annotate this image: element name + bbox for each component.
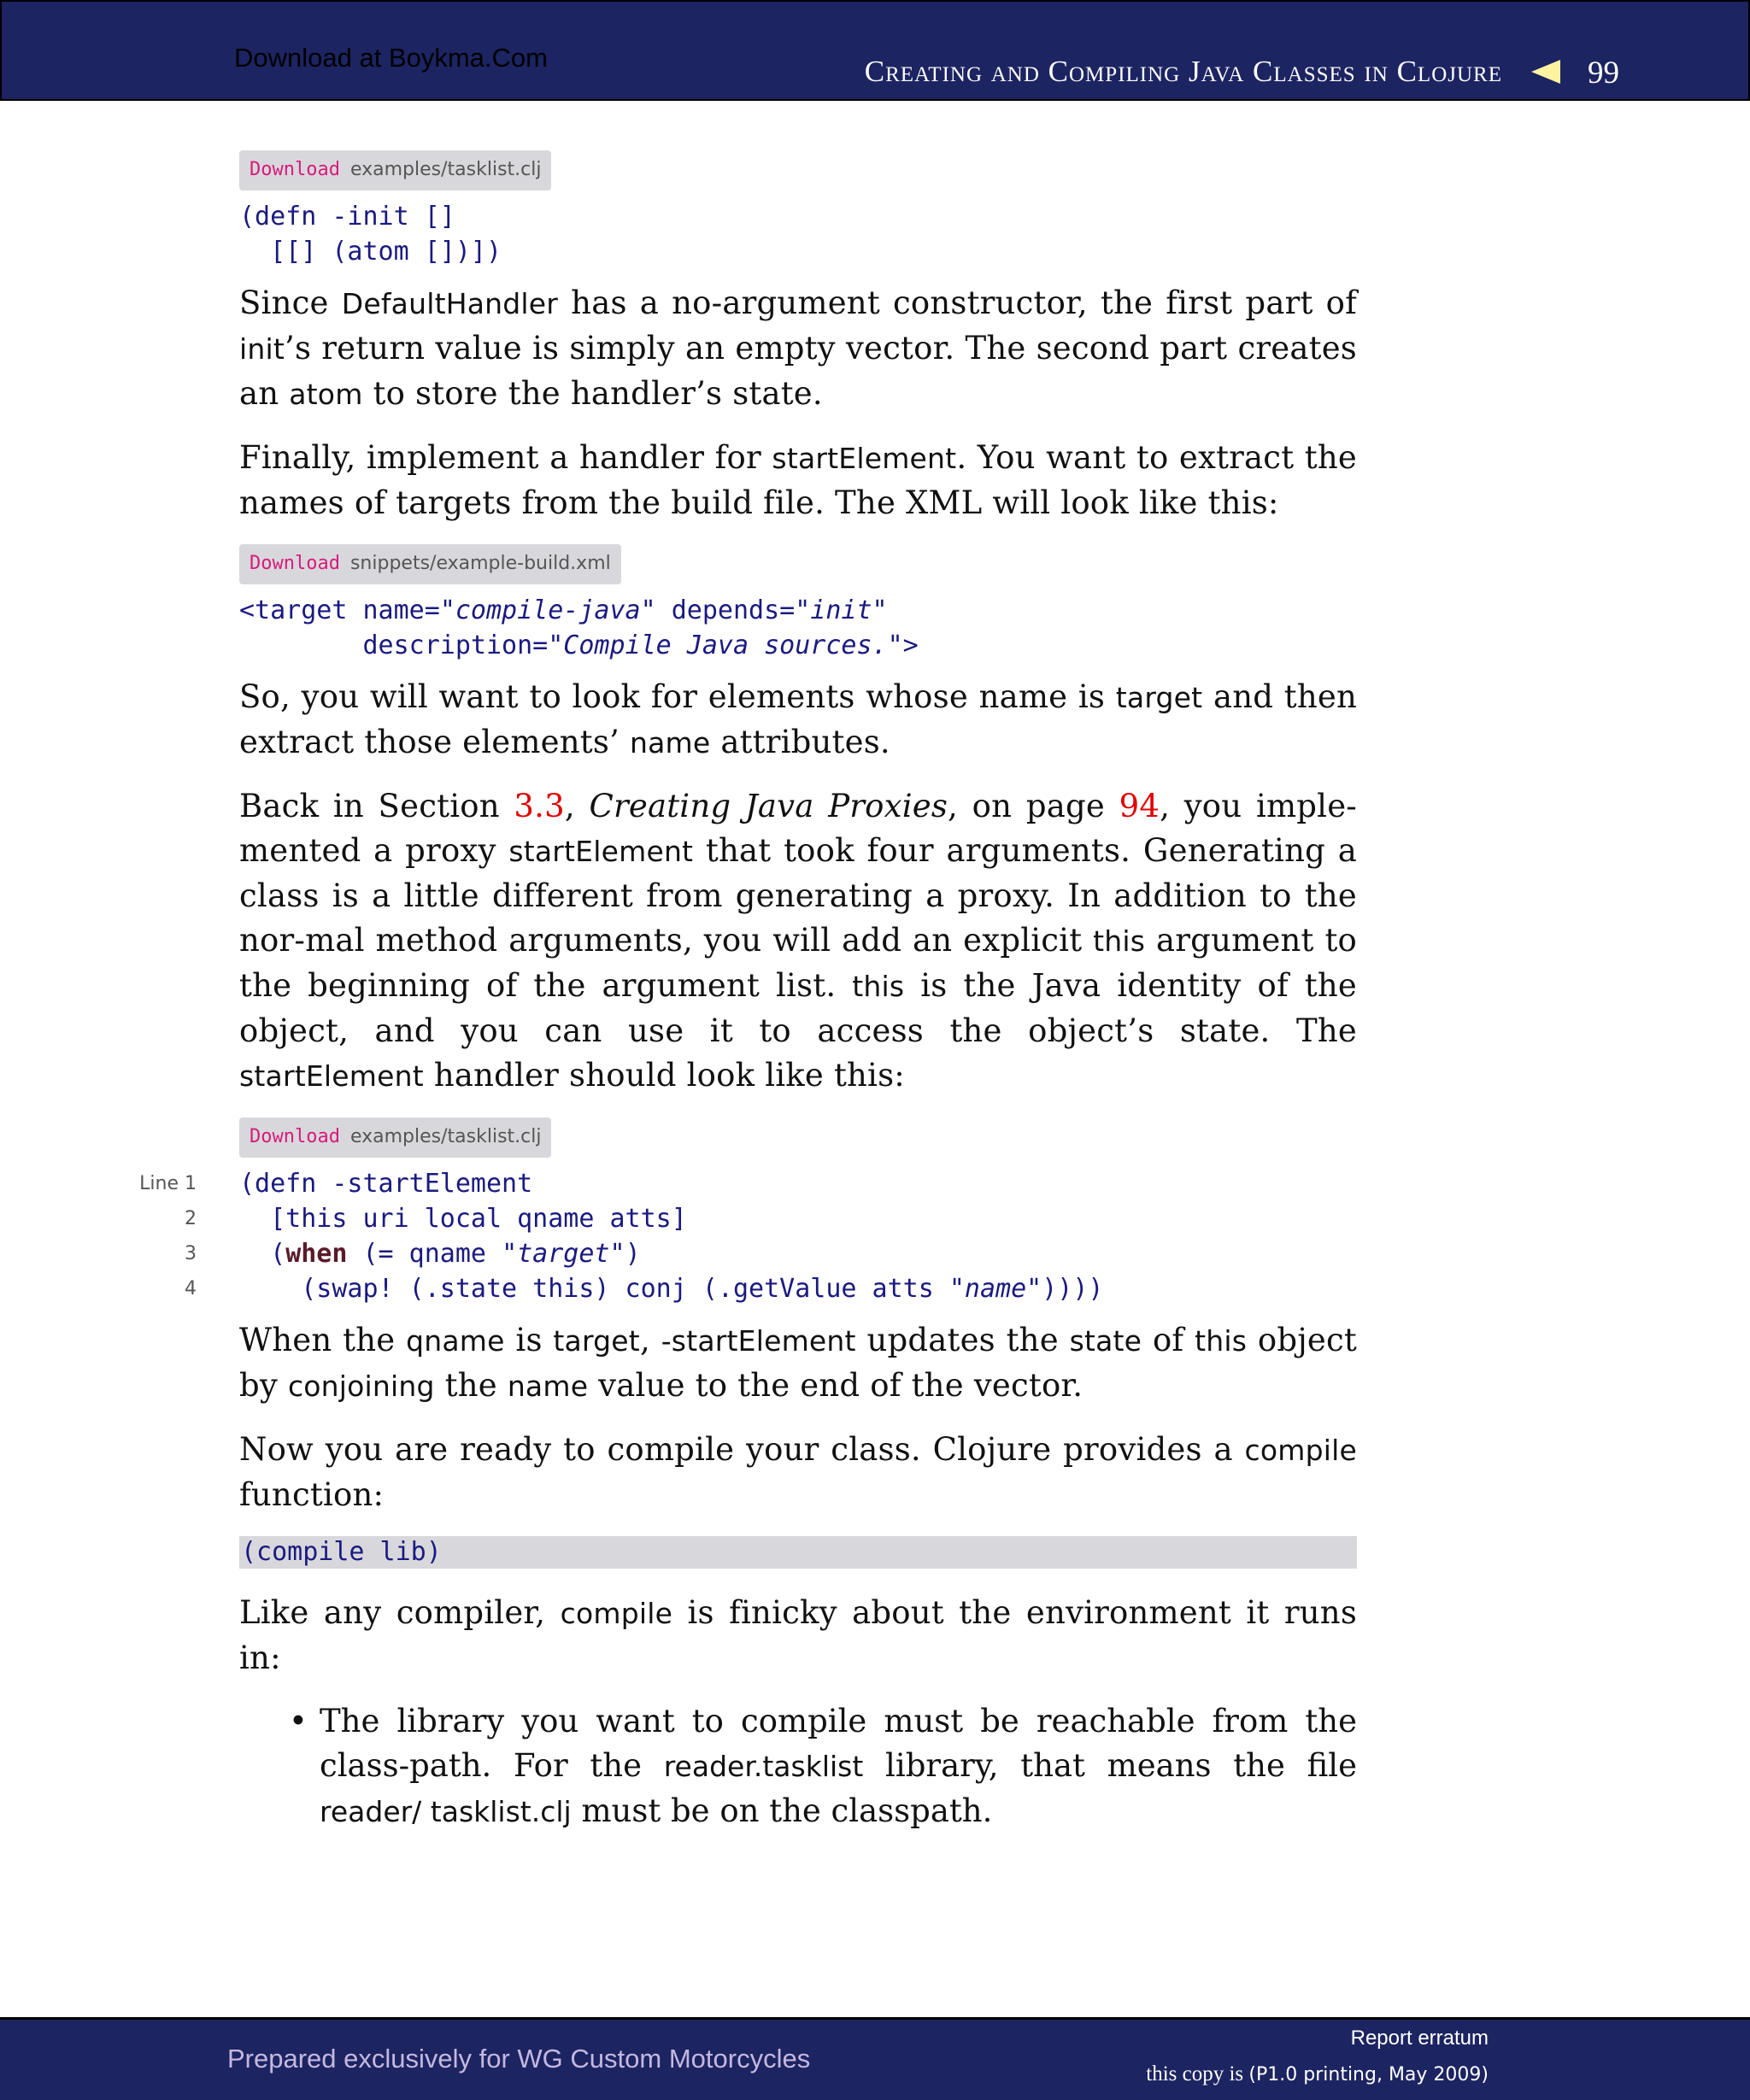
inline-code: conjoining xyxy=(287,1370,435,1403)
code-block-start-element xyxy=(139,1166,1357,1306)
inline-code: qname xyxy=(406,1324,505,1358)
section-link[interactable]: 3.3 xyxy=(514,788,565,824)
code-line: [[] (atom [])]) xyxy=(239,237,502,267)
line-number: 2 xyxy=(185,1208,197,1229)
download-path[interactable]: examples/tasklist.clj xyxy=(349,159,542,180)
code-line: (defn -init [] xyxy=(239,202,455,232)
inline-code: name xyxy=(507,1370,589,1403)
inline-code: this xyxy=(1195,1324,1248,1358)
download-tag[interactable] xyxy=(239,1117,551,1158)
code-line: Line 1 (defn -startElement xyxy=(239,1166,1357,1201)
prepared-for-note: Prepared exclusively for WG Custom Motorcycles xyxy=(227,2044,811,2074)
bullet-list xyxy=(239,1699,1357,1834)
code-line: 4 (swap! (.state this) conj (.getValue atts "name")))) xyxy=(239,1271,1357,1306)
download-label[interactable]: Download xyxy=(250,1126,340,1147)
inline-code: startElement xyxy=(772,442,957,475)
page-content xyxy=(139,150,1358,1834)
chapter-title: Creating and Compiling Java Classes in Clojure xyxy=(864,55,1502,88)
paragraph: Like any compiler, compile is finicky about the environment it runs in: xyxy=(239,1594,1358,1676)
line-number: 4 xyxy=(185,1278,197,1299)
line-number: 3 xyxy=(185,1243,197,1264)
download-label[interactable]: Download xyxy=(250,553,340,574)
inline-code: target xyxy=(1115,681,1203,714)
inline-code: DefaultHandler xyxy=(341,287,559,320)
download-path[interactable]: examples/tasklist.clj xyxy=(349,1126,542,1147)
back-arrow-icon[interactable] xyxy=(1531,60,1560,84)
page-link[interactable]: 94 xyxy=(1119,788,1160,824)
inline-code: -startElement xyxy=(661,1324,856,1358)
printing-info: this copy is (P1.0 printing, May 2009) xyxy=(1146,2062,1489,2085)
inline-code: compile xyxy=(1244,1434,1357,1467)
page-footer xyxy=(0,2017,1750,2100)
inline-code: target xyxy=(553,1324,640,1358)
code-line: description="Compile Java sources."> xyxy=(239,631,919,660)
inline-code: startElement xyxy=(239,1059,424,1093)
inline-code: startElement xyxy=(508,835,694,868)
paragraph: So, you will want to look for elements whose name is target and then extract those elements’ name attributes. xyxy=(239,678,1358,760)
paragraph: Now you are ready to compile your class. Clojure provides a compile function: xyxy=(239,1431,1357,1513)
page-number: 99 xyxy=(1588,56,1619,91)
page-header xyxy=(0,0,1750,101)
download-label[interactable]: Download xyxy=(250,159,340,180)
inline-code: compile xyxy=(560,1597,673,1630)
compile-code: (compile lib) xyxy=(239,1536,1357,1569)
code-line: 3 (when (= qname "target") xyxy=(239,1236,1357,1271)
paragraph: Back in Section 3.3, Creating Java Proxies, on page 94, you imple-mented a proxy startElement that took four arguments. Generating a class is a little different from generating a proxy. In addition to the nor-mal method arguments, you will add an explicit this argument to the beginning of the argument list. this is the Java identity of the object, and you can use it to access the object’s state. The startElement handler should look like this: xyxy=(239,788,1358,1094)
paragraph: Finally, implement a handler for startElement. You want to extract the names of targets from the build file. The XML will look like this: xyxy=(239,439,1357,521)
code-line: <target name="compile-java" depends="init" xyxy=(239,595,888,625)
code-block-init xyxy=(239,199,1357,269)
inline-code: this xyxy=(852,970,905,1003)
inline-code: name xyxy=(629,726,711,760)
paragraph: When the qname is target, -startElement updates the state of this object by conjoining the name value to the end of the vector. xyxy=(239,1322,1357,1404)
list-item: • The library you want to compile must be reachable from the class-path. For the reader.tasklist library, that means the file reader/ tasklist.clj must be on the classpath. xyxy=(320,1699,1357,1834)
inline-code: this xyxy=(1093,924,1146,958)
download-path[interactable]: snippets/example-build.xml xyxy=(349,553,611,574)
download-note: Download at Boykma.Com xyxy=(234,43,548,73)
code-line: 2 [this uri local qname atts] xyxy=(239,1201,1357,1236)
paragraph: Since DefaultHandler has a no-argument constructor, the first part of init’s return value is simply an empty vector. The second part creates an atom to store the handler’s state. xyxy=(239,284,1358,412)
download-tag[interactable] xyxy=(239,150,551,191)
code-block-xml xyxy=(239,593,1357,663)
inline-code: reader.tasklist xyxy=(663,1750,864,1783)
inline-code: reader/ tasklist.clj xyxy=(320,1795,572,1828)
report-erratum-link[interactable]: Report erratum xyxy=(1350,2027,1489,2050)
download-tag[interactable] xyxy=(239,544,621,584)
inline-code: state xyxy=(1069,1324,1142,1358)
inline-code: atom xyxy=(289,378,363,411)
line-number: Line 1 xyxy=(139,1173,197,1194)
inline-code: init xyxy=(239,332,285,366)
